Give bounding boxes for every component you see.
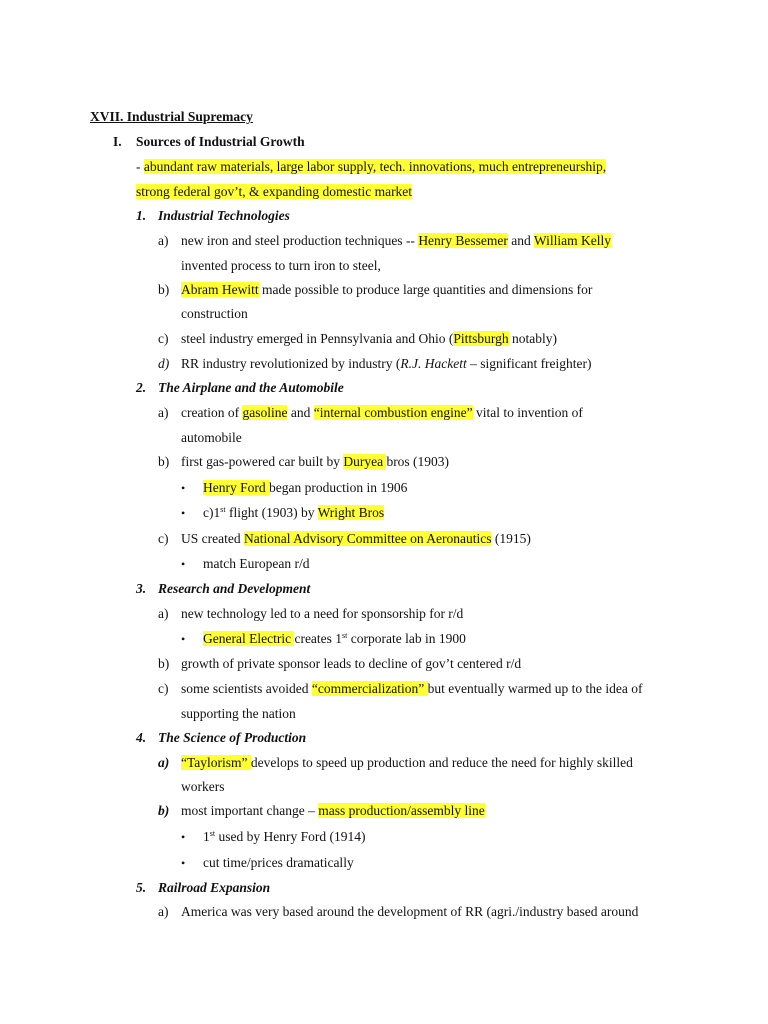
- topic-2-number: 2.: [136, 380, 147, 395]
- t3-c-p2: but eventually warmed up to the idea of: [427, 681, 643, 696]
- t2-b-bullet2-p1: c)1: [203, 505, 221, 520]
- t2-b-bullet1-h1: Henry Ford: [203, 480, 269, 495]
- t1-b-h1: Abram Hewitt: [181, 282, 259, 297]
- t1-c-h1: Pittsburgh: [453, 331, 509, 346]
- intro-dash: -: [136, 159, 144, 174]
- document-title: XVII. Industrial Supremacy: [90, 109, 253, 124]
- bullet-icon: •: [181, 506, 186, 520]
- t2-a-h1: gasoline: [242, 405, 288, 420]
- t2-b-h1: Duryea: [343, 454, 387, 469]
- t2-a-line2: automobile: [181, 430, 242, 445]
- t4-b-bullet1-p1: 1: [203, 829, 210, 844]
- t4-b-bullet-1: [203, 829, 365, 845]
- t3-a-bullet1-p1: creates 1: [294, 631, 343, 646]
- t1-c-text: [181, 331, 557, 347]
- t2-c-p2: (1915): [491, 531, 531, 546]
- t3-b-text: growth of private sponsor leads to decline of gov’t centered r/d: [181, 656, 522, 671]
- t3-a-text: new technology led to a need for sponsorship for r/d: [181, 606, 464, 621]
- t2-b-p2: bros (1903): [386, 454, 450, 469]
- section-numeral: I.: [113, 134, 122, 149]
- t2-b-bullet-1: [203, 480, 407, 496]
- t2-a-label: a): [158, 405, 169, 420]
- t4-b-p1: most important change –: [181, 803, 319, 818]
- t3-a-bullet-1: [203, 631, 466, 647]
- t1-a-label: a): [158, 233, 169, 248]
- t3-c-label: c): [158, 681, 169, 696]
- topic-4-number: 4.: [136, 730, 147, 745]
- intro-highlight-2: strong federal gov’t, & expanding domestic market: [136, 184, 413, 199]
- t1-d-i1: R.J. Hackett: [400, 356, 467, 371]
- t2-b-label: b): [158, 454, 170, 469]
- t4-b-h1: mass production/assembly line: [318, 803, 485, 818]
- t2-a-h2: “internal combustion engine”: [313, 405, 473, 420]
- t1-c-p2: notably): [508, 331, 557, 346]
- intro-highlight-1: abundant raw materials, large labor supply, tech. innovations, much entrepreneurship,: [143, 159, 607, 174]
- topic-5-heading: Railroad Expansion: [158, 880, 271, 895]
- section-heading: Sources of Industrial Growth: [136, 134, 305, 149]
- t1-b-p1: made possible to produce large quantities and dimensions for: [258, 282, 593, 297]
- t2-c-bullet-1: match European r/d: [203, 556, 310, 571]
- bullet-icon: •: [181, 557, 186, 571]
- t1-a-p1: new iron and steel production techniques --: [181, 233, 419, 248]
- t1-d-text: [181, 356, 592, 372]
- t3-a-bullet1-p2: corporate lab in 1900: [347, 631, 466, 646]
- t1-a-text: [181, 233, 611, 249]
- t4-b-label: b): [158, 803, 170, 818]
- t4-a-p1: develops to speed up production and reduce the need for highly skilled: [250, 755, 633, 770]
- t2-a-p1: creation of: [181, 405, 243, 420]
- t1-a-line2: invented process to turn iron to steel,: [181, 258, 381, 273]
- t5-a-label: a): [158, 904, 169, 919]
- t1-a-h2: William Kelly: [533, 233, 611, 248]
- t3-b-label: b): [158, 656, 170, 671]
- t1-b-text: [181, 282, 592, 298]
- t4-b-bullet-2: cut time/prices dramatically: [203, 855, 354, 870]
- t1-c-label: c): [158, 331, 169, 346]
- t2-a-text: [181, 405, 583, 421]
- t3-c-h1: “commercialization”: [311, 681, 428, 696]
- t2-c-p1: US created: [181, 531, 244, 546]
- t3-c-text: [181, 681, 642, 697]
- t1-b-label: b): [158, 282, 170, 297]
- t4-a-text: [181, 755, 633, 771]
- t1-d-label: d): [158, 356, 170, 371]
- t1-b-line2: construction: [181, 306, 248, 321]
- t3-c-line2: supporting the nation: [181, 706, 296, 721]
- intro-line-1: [136, 159, 606, 175]
- t1-d-p2: – significant freighter): [466, 356, 592, 371]
- topic-3-number: 3.: [136, 581, 147, 596]
- t3-a-label: a): [158, 606, 169, 621]
- t2-c-text: [181, 531, 531, 547]
- t2-b-bullet2-h1: Wright Bros: [317, 505, 385, 520]
- t1-a-h1: Henry Bessemer: [418, 233, 508, 248]
- t3-a-bullet1-sup: st: [342, 631, 348, 640]
- t5-a-text: America was very based around the development of RR (agri./industry based around: [181, 904, 639, 919]
- topic-4-heading: The Science of Production: [158, 730, 307, 745]
- t4-b-text: [181, 803, 485, 819]
- topic-3-heading: Research and Development: [158, 581, 311, 596]
- t1-a-p2: and: [507, 233, 534, 248]
- t2-b-bullet-2: [203, 505, 384, 521]
- t2-b-bullet1-p1: began production in 1906: [269, 480, 408, 495]
- t4-b-bullet1-sup: st: [209, 829, 216, 838]
- t4-a-label: a): [158, 755, 170, 770]
- t4-b-bullet1-p2: used by Henry Ford (1914): [215, 829, 366, 844]
- topic-5-number: 5.: [136, 880, 147, 895]
- t4-a-line2: workers: [181, 779, 225, 794]
- topic-1-heading: Industrial Technologies: [158, 208, 290, 223]
- t1-d-p1: RR industry revolutionized by industry (: [181, 356, 401, 371]
- bullet-icon: •: [181, 632, 186, 646]
- t2-b-text: [181, 454, 449, 470]
- bullet-icon: •: [181, 856, 186, 870]
- t4-a-h1: “Taylorism”: [181, 755, 251, 770]
- t2-c-label: c): [158, 531, 169, 546]
- t2-b-bullet2-p2: flight (1903) by: [225, 505, 318, 520]
- topic-2-heading: The Airplane and the Automobile: [158, 380, 344, 395]
- t2-a-p2: and: [287, 405, 314, 420]
- t2-a-p3: vital to invention of: [472, 405, 583, 420]
- topic-1-number: 1.: [136, 208, 147, 223]
- t2-b-bullet2-sup: st: [220, 505, 226, 514]
- bullet-icon: •: [181, 830, 186, 844]
- t1-c-p1: steel industry emerged in Pennsylvania and Ohio (: [181, 331, 454, 346]
- t2-b-p1: first gas-powered car built by: [181, 454, 344, 469]
- t2-c-h1: National Advisory Committee on Aeronautics: [243, 531, 492, 546]
- intro-line-2: [136, 184, 412, 200]
- bullet-icon: •: [181, 481, 186, 495]
- t3-a-bullet1-h1: General Electric: [203, 631, 295, 646]
- t3-c-p1: some scientists avoided: [181, 681, 312, 696]
